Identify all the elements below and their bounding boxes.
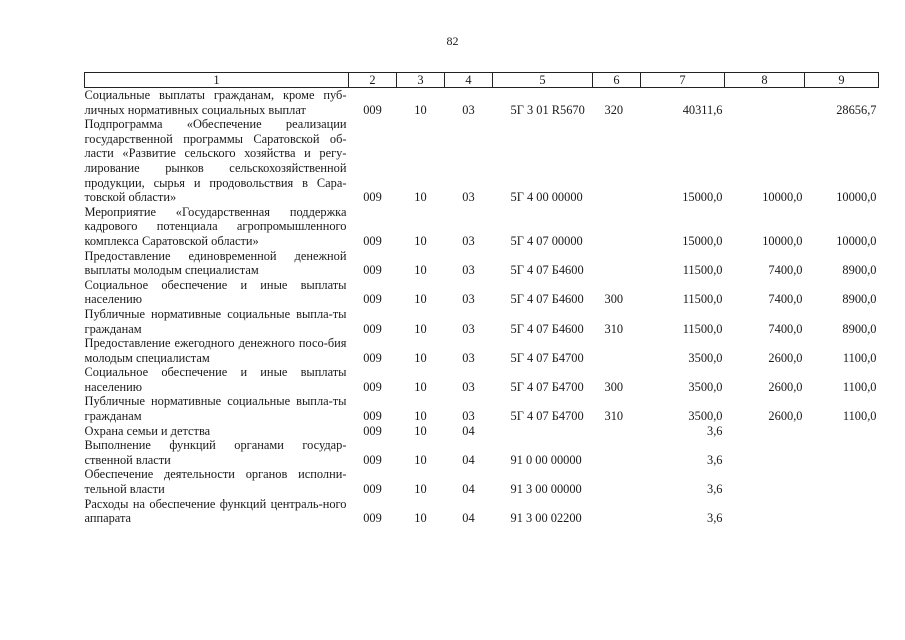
cell-col-3: 10 (414, 409, 427, 424)
cell-col-5 (493, 424, 593, 439)
table-row (85, 249, 879, 278)
cell-col-5: 91 3 00 00000 (510, 482, 582, 497)
cell-col-4: 03 (462, 350, 475, 365)
cell-col-9: 1100,0 (842, 350, 877, 365)
cell-col-6 (593, 336, 641, 365)
table-row (85, 424, 879, 439)
cell-col-9: 1100,0 (842, 379, 877, 394)
table-row (85, 394, 879, 423)
cell-col-5: 91 0 00 00000 (510, 452, 582, 467)
cell-col-2: 009 (363, 423, 382, 438)
cell-col-2: 009 (363, 190, 382, 205)
cell-col-4: 04 (462, 423, 475, 438)
table-row (85, 438, 879, 467)
cell-col-5: 5Г 4 07 Б4700 (510, 409, 584, 424)
cell-col-7: 3,6 (707, 452, 723, 467)
cell-col-7: 3500,0 (688, 350, 723, 365)
cell-col-7: 3,6 (707, 482, 723, 497)
cell-col-2: 009 (363, 482, 382, 497)
row-name: Расходы на обеспечение функций централь-ного аппарата (84, 496, 347, 526)
cell-col-5: 5Г 4 07 Б4700 (510, 350, 584, 365)
budget-table (84, 72, 879, 526)
header-row (85, 73, 879, 88)
cell-col-8: 10000,0 (762, 233, 803, 248)
row-name: Выполнение функций органами государ-ственной власти (84, 438, 347, 467)
cell-col-8 (725, 424, 805, 439)
cell-col-6 (593, 249, 641, 278)
row-name: Обеспечение деятельности органов исполни-тельной власти (84, 467, 347, 497)
cell-col-8: 7400,0 (768, 292, 803, 307)
cell-col-3: 10 (414, 423, 427, 438)
header-col-3: 3 (397, 73, 445, 88)
cell-col-7: 3500,0 (688, 409, 723, 424)
table-row (85, 336, 879, 365)
cell-col-7: 15000,0 (682, 233, 723, 248)
cell-col-2: 009 (363, 292, 382, 307)
cell-col-4: 03 (462, 292, 475, 307)
cell-col-3: 10 (414, 190, 427, 205)
table-row (85, 205, 879, 249)
cell-col-3: 10 (414, 511, 427, 526)
cell-col-7: 11500,0 (682, 263, 723, 278)
header-col-9: 9 (805, 73, 879, 88)
cell-col-4: 04 (462, 452, 475, 467)
page-number: 82 (446, 34, 459, 48)
cell-col-5: 5Г 4 00 00000 (510, 190, 583, 205)
row-name: Социальное обеспечение и иные выплаты населению (84, 277, 347, 307)
cell-col-5: 5Г 4 07 Б4700 (510, 379, 584, 394)
cell-col-8: 2600,0 (768, 379, 803, 394)
cell-col-8: 7400,0 (768, 321, 803, 336)
cell-col-2: 009 (363, 452, 382, 467)
table-row (85, 88, 879, 118)
cell-col-9: 8900,0 (842, 292, 877, 307)
cell-col-6 (593, 424, 641, 439)
cell-col-6 (593, 117, 641, 205)
cell-col-6 (593, 497, 641, 526)
header-col-4: 4 (445, 73, 493, 88)
cell-col-5: 5Г 3 01 R5670 (510, 102, 585, 117)
cell-col-7: 15000,0 (682, 190, 723, 205)
cell-col-4: 03 (462, 379, 475, 394)
cell-col-4: 03 (462, 233, 475, 248)
cell-col-2: 009 (363, 321, 382, 336)
row-name: Предоставление единовременной денежной выплаты молодым специалистам (84, 248, 347, 278)
row-name: Социальное обеспечение и иные выплаты населению (84, 365, 347, 394)
cell-col-8 (725, 467, 805, 496)
cell-col-6: 300 (604, 292, 624, 307)
table-row (85, 278, 879, 307)
cell-col-9 (805, 467, 879, 496)
cell-col-4: 04 (462, 511, 475, 526)
cell-col-9: 8900,0 (842, 321, 877, 336)
cell-col-7: 3,6 (707, 423, 723, 438)
cell-col-4: 03 (462, 321, 475, 336)
cell-col-5: 5Г 4 07 00000 (510, 233, 583, 248)
header-col-8: 8 (725, 73, 805, 88)
cell-col-2: 009 (363, 350, 382, 365)
cell-col-3: 10 (414, 482, 427, 497)
header-col-7: 7 (641, 73, 725, 88)
cell-col-3: 10 (414, 263, 427, 278)
cell-col-8: 2600,0 (768, 409, 803, 424)
cell-col-8: 10000,0 (762, 190, 803, 205)
table-row (85, 365, 879, 394)
cell-col-8: 2600,0 (768, 350, 803, 365)
cell-col-9: 8900,0 (842, 263, 877, 278)
cell-col-9: 10000,0 (836, 190, 877, 205)
cell-col-2: 009 (363, 511, 382, 526)
cell-col-8 (725, 438, 805, 467)
cell-col-7: 3,6 (707, 511, 723, 526)
row-name: Социальные выплаты гражданам, кроме пуб-личных нормативных социальных выплат (84, 88, 347, 117)
cell-col-8 (725, 497, 805, 526)
row-name: Охрана семьи и детства (84, 423, 211, 438)
cell-col-5: 91 3 00 02200 (510, 511, 582, 526)
cell-col-6: 320 (604, 102, 624, 117)
cell-col-5: 5Г 4 07 Б4600 (510, 292, 584, 307)
cell-col-9: 1100,0 (842, 409, 877, 424)
table-row (85, 467, 879, 496)
cell-col-8 (725, 88, 805, 118)
cell-col-7: 11500,0 (682, 321, 723, 336)
cell-col-4: 03 (462, 190, 475, 205)
cell-col-5: 5Г 4 07 Б4600 (510, 321, 584, 336)
row-name: Публичные нормативные социальные выпла-ты гражданам (84, 306, 347, 336)
cell-col-9 (805, 497, 879, 526)
cell-col-2: 009 (363, 263, 382, 278)
cell-col-4: 03 (462, 409, 475, 424)
cell-col-6: 300 (604, 379, 624, 394)
cell-col-7: 3500,0 (688, 379, 723, 394)
cell-col-6 (593, 205, 641, 249)
table-row (85, 307, 879, 336)
cell-col-7: 40311,6 (682, 102, 723, 117)
row-name: Подпрограмма «Обеспечение реализации государственной программы Саратовской об-ласти «Развитие сельского хозяйства и регу-лирование рынков сельскохозяйственной продукции, сырья и продовольствия в Сара-товской области» (84, 117, 347, 205)
cell-col-3: 10 (414, 292, 427, 307)
cell-col-8: 7400,0 (768, 263, 803, 278)
cell-col-9 (805, 438, 879, 467)
cell-col-9: 28656,7 (836, 102, 877, 117)
cell-col-2: 009 (363, 233, 382, 248)
cell-col-2: 009 (363, 409, 382, 424)
cell-col-4: 03 (462, 263, 475, 278)
cell-col-3: 10 (414, 233, 427, 248)
cell-col-3: 10 (414, 350, 427, 365)
cell-col-3: 10 (414, 321, 427, 336)
row-name: Предоставление ежегодного денежного посо-бия молодым специалистам (84, 336, 347, 365)
cell-col-3: 10 (414, 452, 427, 467)
cell-col-3: 10 (414, 102, 427, 117)
cell-col-6: 310 (604, 321, 624, 336)
cell-col-5: 5Г 4 07 Б4600 (510, 263, 584, 278)
table-row (85, 497, 879, 526)
table-row (85, 117, 879, 205)
cell-col-6 (593, 467, 641, 496)
cell-col-9: 10000,0 (836, 233, 877, 248)
header-col-5: 5 (493, 73, 593, 88)
cell-col-3: 10 (414, 379, 427, 394)
header-col-6: 6 (593, 73, 641, 88)
cell-col-4: 04 (462, 482, 475, 497)
cell-col-7: 11500,0 (682, 292, 723, 307)
row-name: Мероприятие «Государственная поддержка кадрового потенциала агропромышленного комплекса Саратовской области» (84, 204, 347, 248)
cell-col-6 (593, 438, 641, 467)
header-col-1: 1 (85, 73, 349, 88)
cell-col-2: 009 (363, 102, 382, 117)
header-col-2: 2 (349, 73, 397, 88)
cell-col-4: 03 (462, 102, 475, 117)
row-name: Публичные нормативные социальные выпла-ты гражданам (84, 394, 347, 424)
cell-col-6: 310 (604, 409, 624, 424)
cell-col-2: 009 (363, 379, 382, 394)
cell-col-9 (805, 424, 879, 439)
